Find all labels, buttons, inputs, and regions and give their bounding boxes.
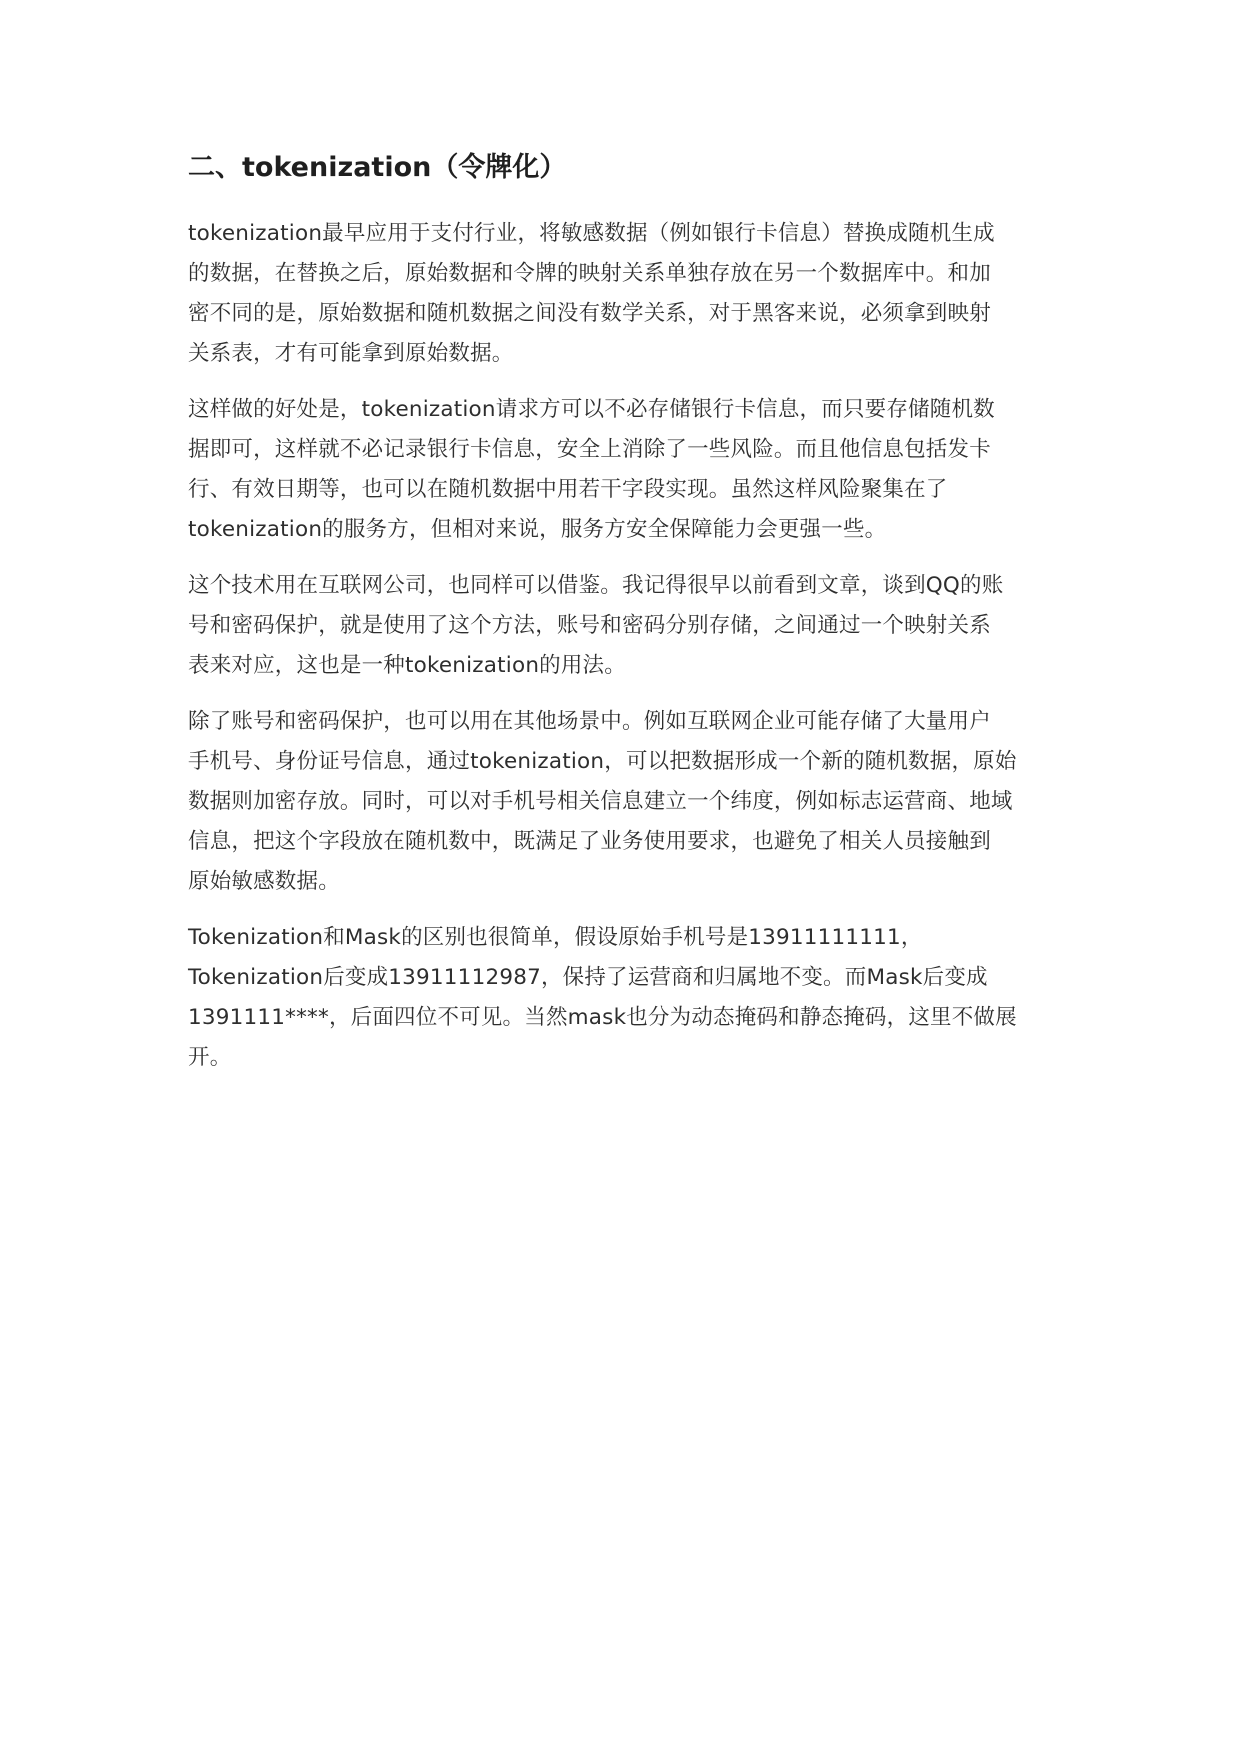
paragraph-line: 开。	[188, 1045, 232, 1070]
paragraph-line: 手机号、身份证号信息，通过tokenization，可以把数据形成一个新的随机数据，原始	[188, 749, 1017, 774]
paragraph-line: 表来对应，这也是一种tokenization的用法。	[188, 653, 626, 678]
paragraph-line: 1391111****，后面四位不可见。当然mask也分为动态掩码和静态掩码，这里不做展	[188, 1005, 1017, 1030]
paragraph-5	[188, 918, 1048, 1078]
paragraph-4	[188, 702, 1048, 902]
paragraph-line: tokenization最早应用于支付行业，将敏感数据（例如银行卡信息）替换成随机生成	[188, 221, 995, 246]
paragraph-line: 这样做的好处是，tokenization请求方可以不必存储银行卡信息，而只要存储随机数	[188, 397, 995, 422]
paragraph-line: 关系表，才有可能拿到原始数据。	[188, 341, 514, 366]
paragraph-line: 密不同的是，原始数据和随机数据之间没有数学关系，对于黑客来说，必须拿到映射	[188, 301, 991, 326]
paragraph-2	[188, 390, 1048, 550]
paragraph-line: 号和密码保护，就是使用了这个方法，账号和密码分别存储，之间通过一个映射关系	[188, 613, 991, 638]
section-heading: 二、tokenization（令牌化）	[188, 152, 567, 183]
paragraph-line: 信息，把这个字段放在随机数中，既满足了业务使用要求，也避免了相关人员接触到	[188, 829, 991, 854]
paragraph-3	[188, 566, 1048, 686]
paragraph-line: 的数据，在替换之后，原始数据和令牌的映射关系单独存放在另一个数据库中。和加	[188, 261, 991, 286]
document-page	[188, 148, 1048, 1094]
paragraph-line: Tokenization后变成13911112987，保持了运营商和归属地不变。而Mask后变成	[188, 965, 988, 990]
paragraph-line: 这个技术用在互联网公司，也同样可以借鉴。我记得很早以前看到文章，谈到QQ的账	[188, 573, 1004, 598]
paragraph-line: 原始敏感数据。	[188, 869, 340, 894]
paragraph-line: 据即可，这样就不必记录银行卡信息，安全上消除了一些风险。而且他信息包括发卡	[188, 437, 991, 462]
paragraph-line: 数据则加密存放。同时，可以对手机号相关信息建立一个纬度，例如标志运营商、地域	[188, 789, 1013, 814]
paragraph-line: 除了账号和密码保护，也可以用在其他场景中。例如互联网企业可能存储了大量用户	[188, 709, 991, 734]
paragraph-line: Tokenization和Mask的区别也很简单，假设原始手机号是13911111111，	[188, 925, 923, 950]
paragraph-line: 行、有效日期等，也可以在随机数据中用若干字段实现。虽然这样风险聚集在了	[188, 477, 948, 502]
paragraph-1	[188, 214, 1048, 374]
paragraph-line: tokenization的服务方，但相对来说，服务方安全保障能力会更强一些。	[188, 517, 887, 542]
